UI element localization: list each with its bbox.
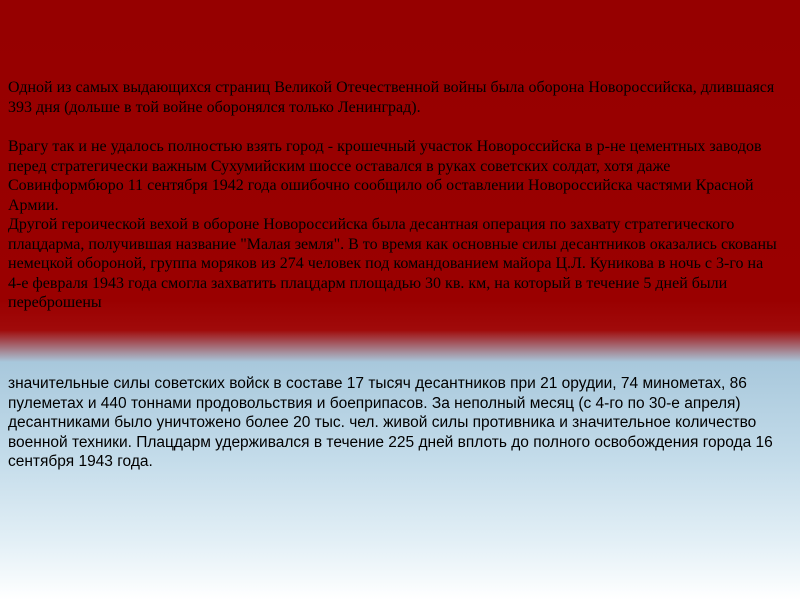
paragraph-bridgehead-result: значительные силы советских войск в составе 17 тысяч десантников при 21 орудии, 74 минометах, 86 пулеметах и 440 тоннами продовольствия и боеприпасов. За неполный месяц (с 4-го по 30-е апреля) десантниками было уничтожено более 20 тыс. чел. живой силы противника и значительное количество военной техники. Плацдарм удерживался в течение 225 дней вплоть до полного освобождения города 16 сентября 1943 года. bbox=[8, 375, 773, 470]
slide-text-lower bbox=[8, 374, 778, 472]
paragraph-malaya-zemlya: Другой героической вехой в обороне Новороссийска была десантная операция по захвату стратегического плацдарма, получившая название "Малая земля". В то время как основные силы десантников оказались скованы немецкой обороной, группа моряков из 274 человек под командованием майора Ц.Л. Куникова в ночь с 3-го на 4-е февраля 1943 года смогла захватить плацдарм площадью 30 кв. км, на который в течение 5 дней были переброшены bbox=[8, 216, 777, 311]
paragraph-city-not-taken: Врагу так и не удалось полностью взять город - крошечный участок Новороссийска в р-не цементных заводов перед стратегически важным Сухумийским шоссе оставался в руках советских солдат, хотя даже Совинформбюро 11 сентября 1942 года ошибочно сообщило об оставлении Новороссийска частями Красной Армии. bbox=[8, 138, 762, 214]
paragraph-defense-intro: Одной из самых выдающихся страниц Великой Отечественной войны была оборона Новороссийска, длившаяся 393 дня (дольше в той войне оборонялся только Ленинград). bbox=[8, 79, 775, 116]
slide-text-upper bbox=[8, 78, 778, 313]
paragraph-gap bbox=[8, 117, 778, 137]
